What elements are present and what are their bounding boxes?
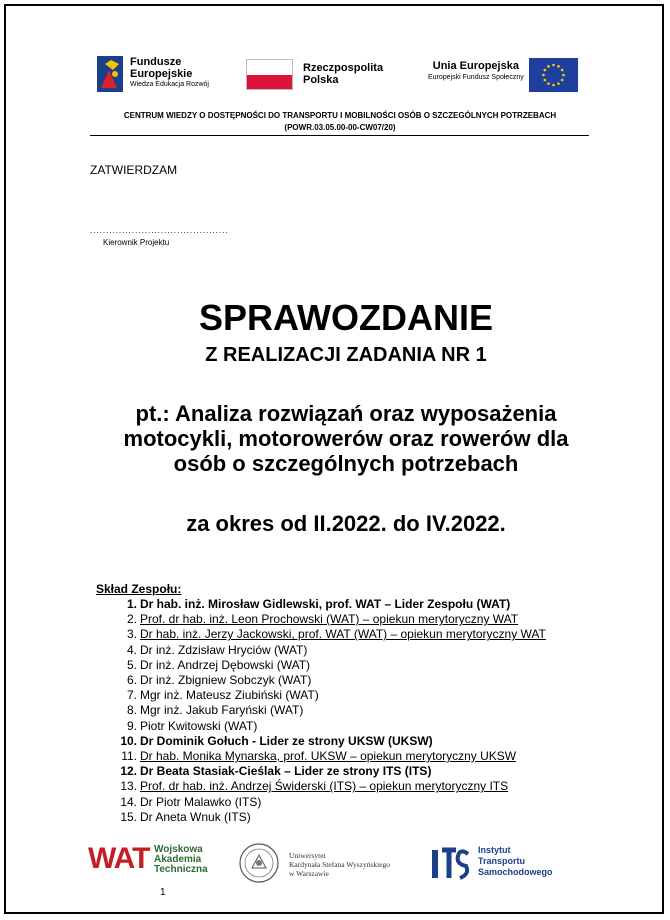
its-logo-icon <box>430 844 470 882</box>
list-item: 1. Dr hab. inż. Mirosław Gidlewski, prof. WAT – Lider Zespołu (WAT) <box>126 597 511 611</box>
list-item: 14. Dr Piotr Malawko (ITS) <box>120 794 262 809</box>
fundusze-europejskie-label: Fundusze Europejskie Wiedza Edukacja Rozwój <box>130 56 209 88</box>
eu-flag-icon <box>529 58 578 92</box>
document-topic: pt.: Analiza rozwiązań oraz wyposażenia motocykli, motorowerów oraz rowerów dla osób o szczególnych potrzebach <box>123 401 569 476</box>
team-list <box>115 597 546 825</box>
list-item: 5. Dr inż. Andrzej Dębowski (WAT) <box>126 657 311 672</box>
approval-label: ZATWIERDZAM <box>90 163 178 177</box>
wat-logo: WAT <box>88 842 150 875</box>
signer-role: Kierownik Projektu <box>103 238 170 247</box>
report-period: za okres od II.2022. do IV.2022. <box>186 511 506 536</box>
list-item: 4. Dr inż. Zdzisław Hryciów (WAT) <box>126 642 308 657</box>
list-item: 15. Dr Aneta Wnuk (ITS) <box>120 809 251 824</box>
list-item: 6. Dr inż. Zbigniew Sobczyk (WAT) <box>126 673 312 688</box>
list-item: 13. Prof. dr hab. inż. Andrzej Świderski (ITS) – opiekun merytoryczny ITS <box>120 779 509 794</box>
uksw-name: Uniwersytet Kardynała Stefana Wyszyńskiego w Warszawie <box>289 851 391 878</box>
list-item: 10. Dr Dominik Gołuch - Lider ze strony UKSW (UKSW) <box>120 733 433 748</box>
list-item: 12. Dr Beata Stasiak-Cieślak – Lider ze strony ITS (ITS) <box>120 764 432 779</box>
list-item: 7. Mgr inż. Mateusz Ziubiński (WAT) <box>126 688 319 703</box>
list-item: 11. Dr hab. Monika Mynarska, prof. UKSW – opiekun merytoryczny UKSW <box>121 749 517 764</box>
document-subtitle: Z REALIZACJI ZADANIA NR 1 <box>205 344 487 366</box>
eu-label: Unia Europejska Europejski Fundusz Społeczny <box>428 60 524 81</box>
document-title: SPRAWOZDANIE <box>198 297 493 338</box>
team-heading: Skład Zespołu: <box>96 582 182 596</box>
list-item: 8. Mgr inż. Jakub Faryński (WAT) <box>126 703 304 718</box>
header-divider <box>90 135 589 136</box>
signature-line: ........................................... <box>90 226 229 235</box>
poland-flag-icon <box>246 59 293 90</box>
page-number: 1 <box>160 887 166 898</box>
wat-name: Wojskowa Akademia Techniczna <box>154 844 208 875</box>
list-item: 2. Prof. dr hab. inż. Leon Prochowski (WAT) – opiekun merytoryczny WAT <box>126 612 519 627</box>
project-center-title: CENTRUM WIEDZY O DOSTĘPNOŚCI DO TRANSPORTU I MOBILNOŚCI OSÓB O SZCZEGÓLNYCH POTRZEBACH (POWR.03.05.00-00-CW07/20) <box>123 111 557 132</box>
its-name: Instytut Transportu Samochodowego <box>478 845 553 877</box>
rzeczpospolita-label: Rzeczpospolita Polska <box>303 62 384 86</box>
list-item: 3. Dr hab. inż. Jerzy Jackowski, prof. WAT (WAT) – opiekun merytoryczny WAT <box>126 627 546 642</box>
uksw-seal-icon <box>238 842 280 884</box>
list-item: 9. Piotr Kwitowski (WAT) <box>126 718 258 733</box>
